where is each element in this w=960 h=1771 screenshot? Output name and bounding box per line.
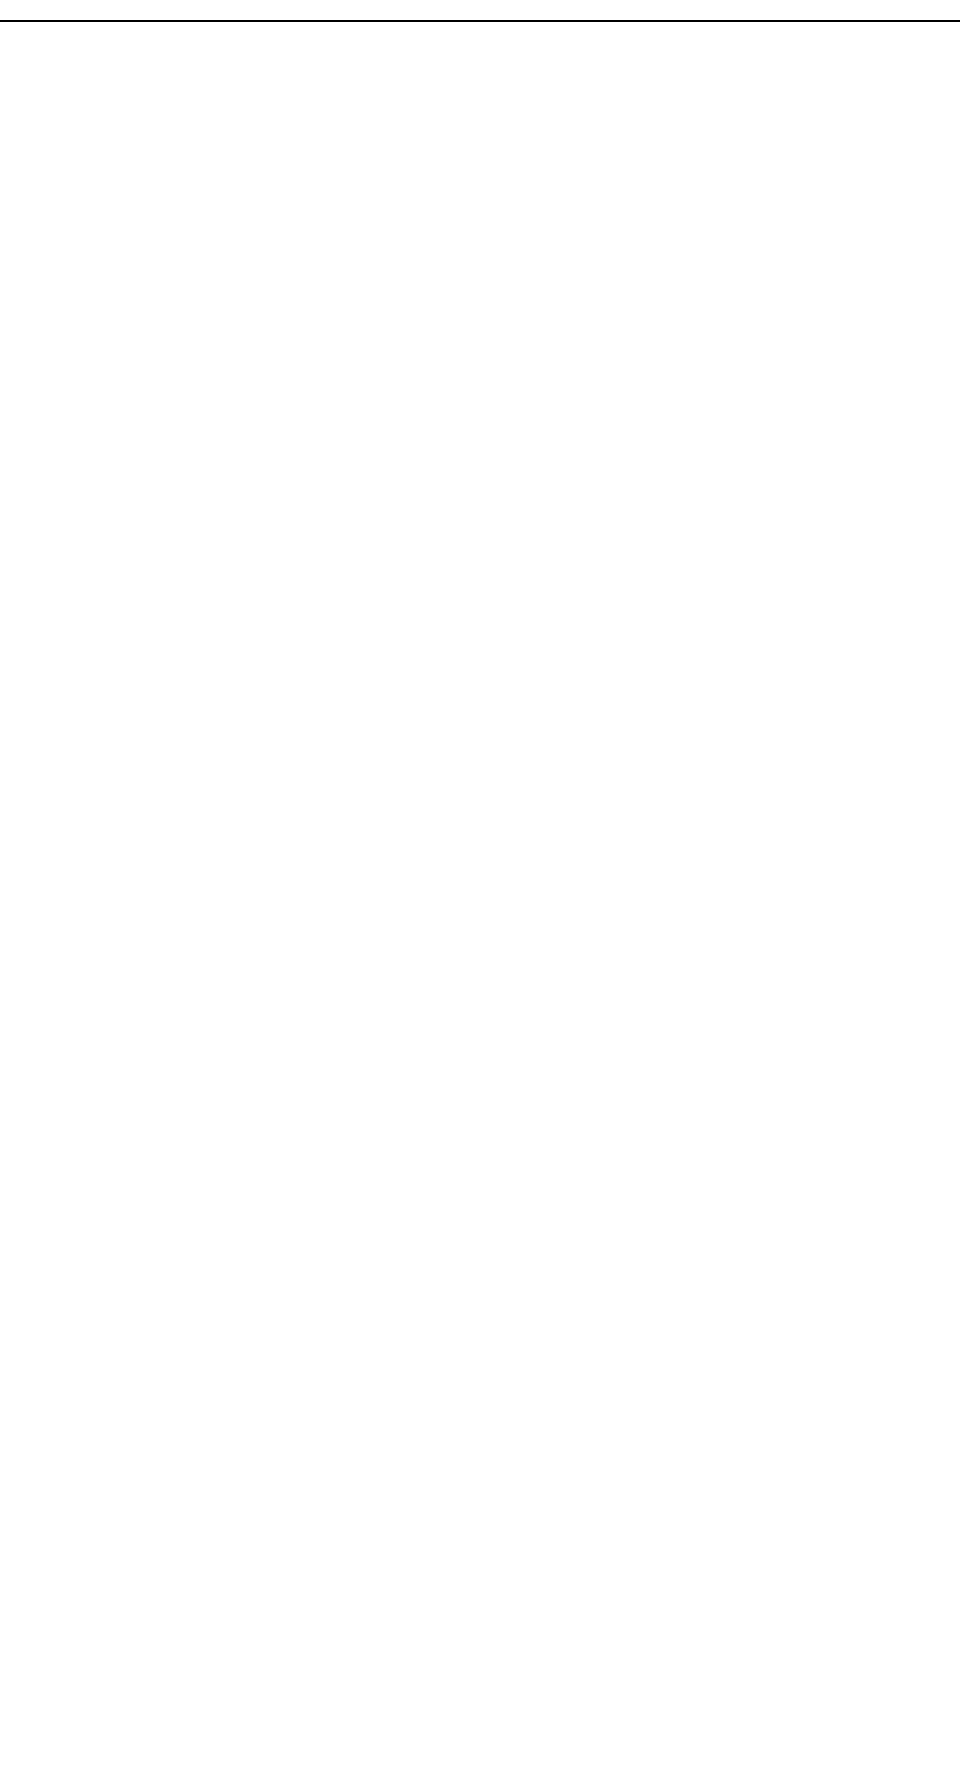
page-header xyxy=(0,0,960,22)
